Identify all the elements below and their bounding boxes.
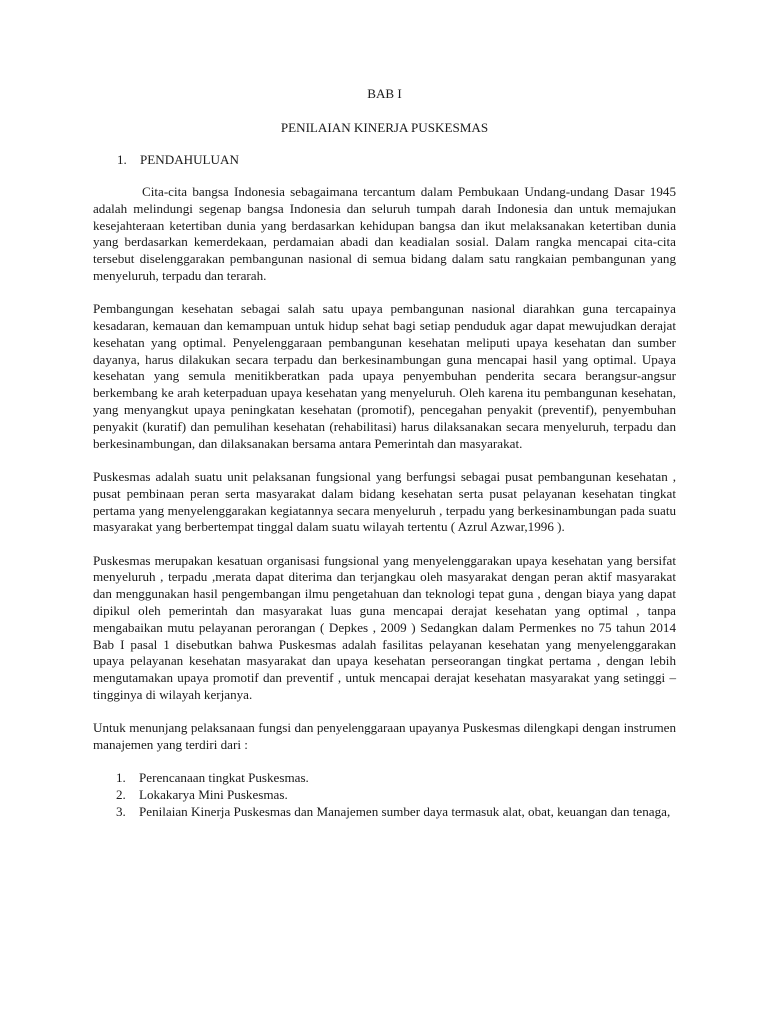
list-item xyxy=(93,787,676,804)
paragraph-3: Puskesmas adalah suatu unit pelaksanan fungsional yang berfungsi sebagai pusat pembangunan kesehatan , pusat pembinaan peran serta masyarakat dalam bidang kesehatan serta pusat pelayanan kesehatan tingkat pertama yang menyelenggarakan kegiatannya secara menyeluruh , terpadu yang berkesinambungan pada suatu masyarakat yang berbertempat tinggal dalam suatu wilayah tertentu ( Azrul Azwar,1996 ). xyxy=(93,468,676,535)
list-item-number: 2. xyxy=(116,786,126,802)
paragraph-5: Untuk menunjang pelaksanaan fungsi dan penyelenggaraan upayanya Puskesmas dilengkapi dengan instrumen manajemen yang terdiri dari : xyxy=(93,720,676,753)
chapter-heading: BAB I xyxy=(367,86,402,101)
document-body xyxy=(93,86,676,820)
numbered-list xyxy=(93,770,676,820)
list-item-text: Lokakarya Mini Puskesmas. xyxy=(139,786,288,802)
paragraph-2: Pembangungan kesehatan sebagai salah satu upaya pembangunan nasional diarahkan guna tercapainya kesadaran, kemauan dan kemampuan untuk hidup sehat bagi setiap penduduk agar dapat mewujudkan derajat kesehatan yang optimal. Penyelenggaraan pembangunan kesehatan meliputi upaya kesehatan dan sumber dayanya, harus dilakukan secara terpadu dan berkesinambungan guna mencapai hasil yang optimal. Upaya kesehatan yang semula menitikberatkan pada upaya penyembuhan penderita secara berangsur-angsur berkembang ke arah keterpaduan upaya kesehatan yang menyeluruh. Oleh karena itu pembangunan kesehatan, yang menyangkut upaya peningkatan kesehatan (promotif), pencegahan penyakit (preventif), penyembuhan penyakit (kuratif) dan pemulihan kesehatan (rehabilitasi) harus dilaksanakan secara menyeluruh, terpadu dan berkesinambungan, dan dilaksanakan bersama antara Pemerintah dan masyarakat. xyxy=(93,301,676,451)
list-item-text: Penilaian Kinerja Puskesmas dan Manajemen sumber daya termasuk alat, obat, keuangan dan tenaga, xyxy=(139,803,671,819)
section-title: PENDAHULUAN xyxy=(140,152,239,167)
list-item xyxy=(93,804,676,821)
list-item-text: Perencanaan tingkat Puskesmas. xyxy=(139,769,309,785)
section-number: 1. xyxy=(117,152,127,167)
page-title: PENILAIAN KINERJA PUSKESMAS xyxy=(280,120,489,135)
list-item xyxy=(93,770,676,787)
list-item-number: 1. xyxy=(116,769,126,785)
section-heading xyxy=(93,152,676,170)
paragraph-1: Cita-cita bangsa Indonesia sebagaimana tercantum dalam Pembukaan Undang-undang Dasar 1945 adalah melindungi segenap bangsa Indonesia dan seluruh tumpah darah Indonesia dan untuk memajukan kesejahteraan ketertiban dunia yang berdasarkan kehidupan bangsa dan ikut melaksanakan ketertiban dunia yang berdasarkan kemerdekaan, perdamaian abadi dan keadialan sosial. Dalam rangka mencapai cita-cita tersebut diselenggarakan pembangunan nasional di semua bidang dalam satu rangkaian pembangunan yang menyeluruh, terpadu dan terarah. xyxy=(93,184,676,283)
list-item-number: 3. xyxy=(116,803,126,819)
paragraph-4: Puskesmas merupakan kesatuan organisasi fungsional yang menyelenggarakan upaya kesehatan yang bersifat menyeluruh , terpadu ,merata dapat diterima dan terjangkau oleh masyarakat dengan peran aktif masyarakat dan menggunakan hasil pengembangan ilmu pengetahuan dan teknologi tepat guna , dengan biaya yang dapat dipikul oleh pemerintah dan masyarakat luas guna mencapai derajat kesehatan yang optimal , tanpa mengabaikan mutu pelayanan perorangan ( Depkes , 2009 ) Sedangkan dalam Permenkes no 75 tahun 2014 Bab I pasal 1 disebutkan bahwa Puskesmas adalah fasilitas pelayanan kesehatan yang menyelenggarakan upaya pelayanan kesehatan masyarakat dan upaya kesehatan perseorangan tingkat pertama , dengan lebih mengutamakan upaya promotif dan preventif , untuk mencapai derajat kesehatan masyarakat yang setinggi –tingginya di wilayah kerjanya. xyxy=(93,552,676,703)
